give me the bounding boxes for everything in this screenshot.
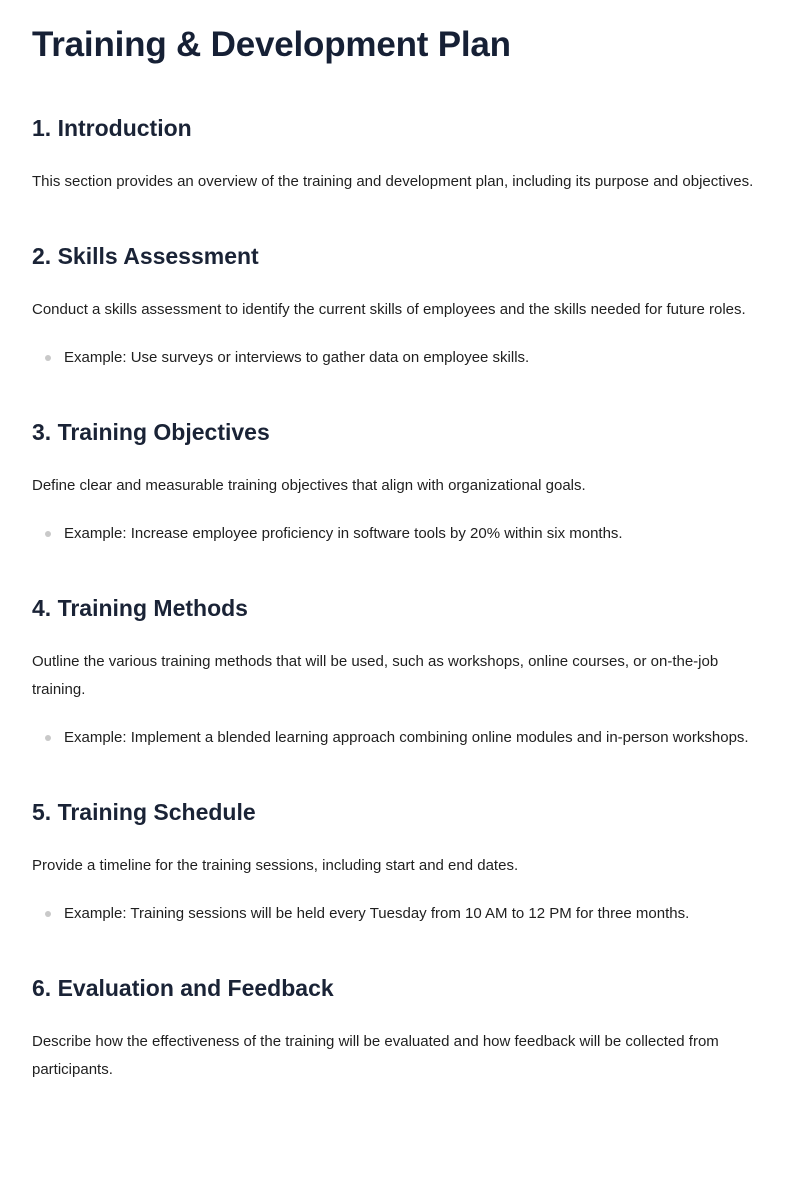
- section-skills-assessment: [32, 242, 768, 372]
- section-introduction: [32, 114, 768, 196]
- list-item: [64, 520, 768, 548]
- section-training-objectives: [32, 418, 768, 548]
- list-item-text: Example: Implement a blended learning approach combining online modules and in-person workshops.: [64, 729, 749, 746]
- section-body: Provide a timeline for the training sessions, including start and end dates.: [32, 857, 519, 874]
- list-item-text: Example: Use surveys or interviews to gather data on employee skills.: [64, 349, 530, 366]
- section-heading: 5. Training Schedule: [32, 799, 256, 825]
- section-heading: 3. Training Objectives: [32, 419, 270, 445]
- list-item-text: Example: Training sessions will be held every Tuesday from 10 AM to 12 PM for three months.: [64, 905, 690, 922]
- list-item: [64, 724, 768, 752]
- list-item: [64, 900, 768, 928]
- section-heading: 1. Introduction: [32, 115, 192, 141]
- page-title: Training & Development Plan: [32, 25, 511, 64]
- bullet-dot-icon: [45, 355, 51, 361]
- section-training-schedule: [32, 798, 768, 928]
- section-heading: 2. Skills Assessment: [32, 243, 259, 269]
- example-list: [32, 900, 768, 928]
- section-body: Define clear and measurable training objectives that align with organizational goals.: [32, 477, 586, 494]
- example-list: [32, 724, 768, 752]
- example-list: [32, 344, 768, 372]
- list-item-text: Example: Increase employee proficiency in software tools by 20% within six months.: [64, 525, 623, 542]
- section-training-methods: [32, 594, 768, 752]
- section-heading: 6. Evaluation and Feedback: [32, 975, 334, 1001]
- bullet-dot-icon: [45, 531, 51, 537]
- section-body: This section provides an overview of the training and development plan, including its purpose and objectives.: [32, 173, 754, 190]
- section-body: Outline the various training methods that will be used, such as workshops, online courses, or on-the-job training.: [32, 653, 719, 698]
- example-list: [32, 520, 768, 548]
- bullet-dot-icon: [45, 911, 51, 917]
- bullet-dot-icon: [45, 735, 51, 741]
- section-body: Conduct a skills assessment to identify the current skills of employees and the skills needed for future roles.: [32, 301, 746, 318]
- section-heading: 4. Training Methods: [32, 595, 248, 621]
- list-item: [64, 344, 768, 372]
- section-body: Describe how the effectiveness of the training will be evaluated and how feedback will be collected from participants.: [32, 1033, 719, 1078]
- section-evaluation-feedback: [32, 974, 768, 1084]
